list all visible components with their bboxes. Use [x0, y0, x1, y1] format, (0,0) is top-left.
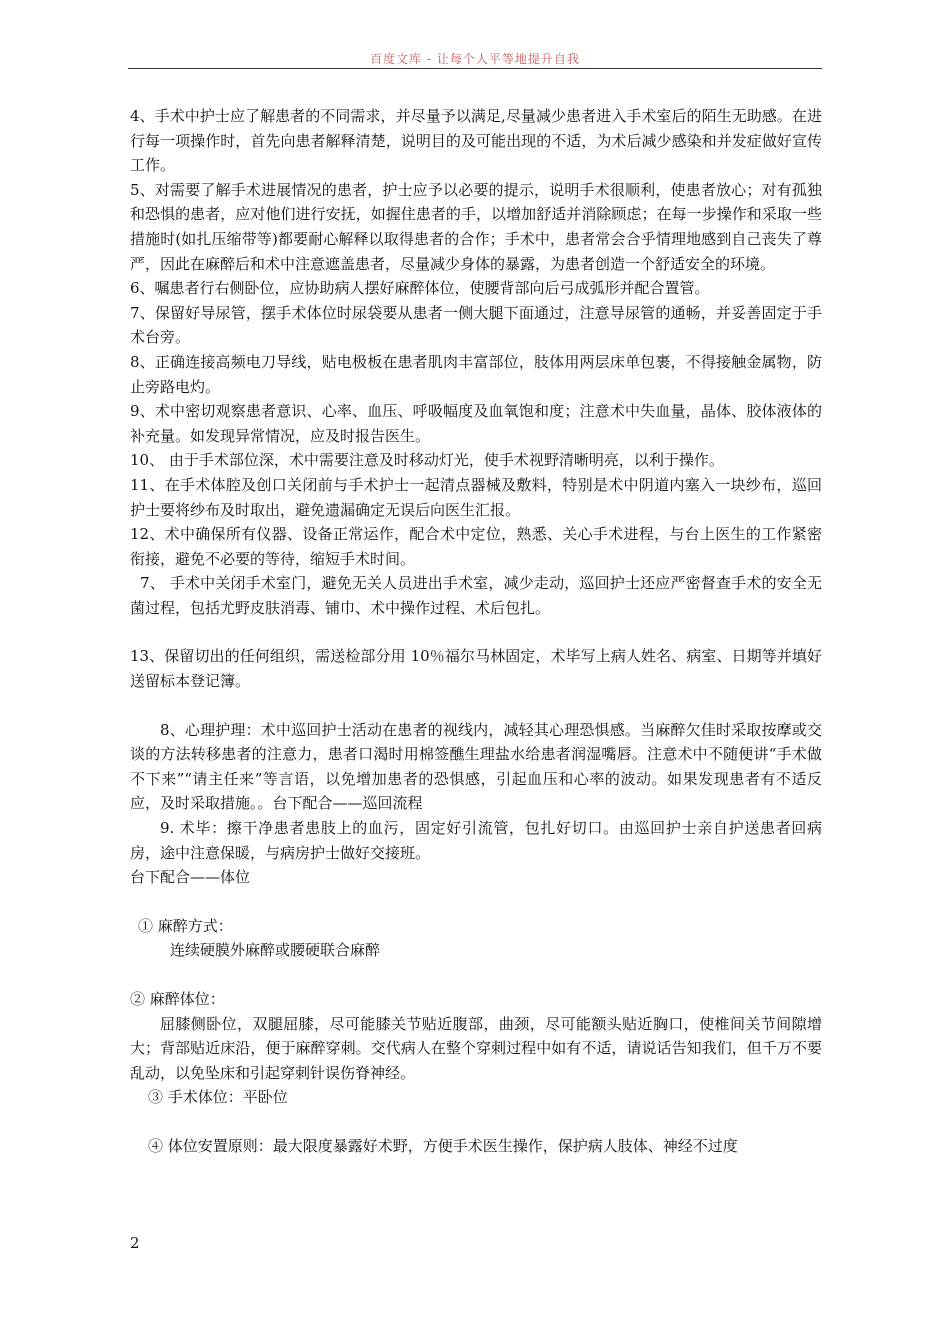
page-header: 百度文库 - 让每个人平等地提升自我 — [370, 52, 580, 66]
paragraph-11: 11、在手术体腔及创口关闭前与手术护士一起清点器械及敷料，特别是术中阴道内塞入一块纱布，巡回护士要将纱布及时取出，避免遗漏确定无误后向医生汇报。 — [130, 475, 822, 519]
page-number: 2 — [130, 1234, 140, 1252]
item-surgical-position: ③ 手术体位：平卧位 — [148, 1088, 288, 1107]
paragraph-post-op: 9. 术毕：擦干净患者患肢上的血污，固定好引流管，包扎好切口。由巡回护士亲自护送患者回病房，途中注意保暖，与病房护士做好交接班。 — [130, 819, 822, 862]
paragraph-4: 4、手术中护士应了解患者的不同需求，并尽量予以满足,尽量减少患者进入手术室后的陌生无助感。在进行每一项操作时，首先向患者解释清楚，说明目的及可能出现的不适，为术后减少感染和并发症做好宣传工作。 — [130, 107, 822, 175]
paragraph-7: 7、保留好导尿管，摆手术体位时尿袋要从患者一侧大腿下面通过，注意导尿管的通畅，并妥善固定于手术台旁。 — [130, 303, 822, 347]
paragraph-9: 9、术中密切观察患者意识、心率、血压、呼吸幅度及血氧饱和度；注意术中失血量，晶体、胶体液体的补充量。如发现异常情况，应及时报告医生。 — [130, 402, 822, 445]
document-body — [130, 104, 822, 1159]
paragraph-6: 6、嘱患者行右侧卧位，应协助病人摆好麻醉体位，使腰背部向后弓成弧形并配合置管。 — [130, 279, 710, 298]
header-divider — [128, 68, 822, 69]
item-anesthesia-method-body: 连续硬膜外麻醉或腰硬联合麻醉 — [170, 941, 381, 960]
paragraph-7b: 7、 手术中关闭手术室门，避免无关人员进出手术室，减少走动，巡回护士还应严密督查手术的安全无菌过程，包括尤野皮肤消毒、铺巾、术中操作过程、术后包扎。 — [130, 574, 822, 617]
section-heading: 台下配合——体位 — [130, 868, 251, 887]
item-positioning-principle: ④ 体位安置原则：最大限度暴露好术野，方便手术医生操作，保护病人肢体、神经不过度 — [148, 1136, 738, 1155]
paragraph-8: 8、正确连接高频电刀导线，贴电极板在患者肌肉丰富部位，肢体用两层床单包裹，不得接触金属物，防止旁路电灼。 — [130, 352, 822, 396]
paragraph-5: 5、对需要了解手术进展情况的患者，护士应予以必要的提示，说明手术很顺利，使患者放心；对有孤独和恐惧的患者，应对他们进行安抚，如握住患者的手，以增加舒适并消除顾虑；在每一步操作和采取一些措施时(如扎压缩带等)都要耐心解释以取得患者的合作；手术中，患者常会合乎情理地感到自己丧失了尊严，因此在麻醉后和术中注意遮盖患者，尽量减少身体的暴露，为患者创造一个舒适安全的环境。 — [130, 180, 822, 273]
paragraph-12: 12、术中确保所有仪器、设备正常运作，配合术中定位，熟悉、关心手术进程，与台上医生的工作紧密衔接，避免不必要的等待，缩短手术时间。 — [130, 525, 822, 568]
item-anesthesia-position-body: 屈膝侧卧位，双腿屈膝，尽可能膝关节贴近腹部，曲颈，尽可能额头贴近胸口，使椎间关节间隙增大；背部贴近床沿，便于麻醉穿刺。交代病人在整个穿刺过程中如有不适，请说话告知我们，但千万不要乱动，以免坠床和引起穿刺针误伤脊神经。 — [130, 1014, 822, 1082]
item-anesthesia-method: ① 麻醉方式： — [138, 916, 233, 935]
item-anesthesia-position: ② 麻醉体位： — [130, 990, 225, 1008]
paragraph-13: 13、保留切出的任何组织，需送检部分用 10％福尔马林固定，术毕写上病人姓名、病室、日期等并填好送留标本登记簿。 — [130, 647, 822, 691]
paragraph-10: 10、 由于手术部位深，术中需要注意及时移动灯光，使手术视野清晰明亮，以利于操作。 — [130, 451, 724, 470]
paragraph-psych-care: 8、心理护理：术中巡回护士活动在患者的视线内，减轻其心理恐惧感。当麻醉欠佳时采取按摩或交谈的方法转移患者的注意力，患者口渴时用棉签醮生理盐水给患者润湿嘴唇。注意术中不随便讲“手术做不下来”“请主任来”等言语，以免增加患者的恐惧感，引起血压和心率的波动。如果发现患者有不适反应，及时采取措施。。台下配合——巡回流程 — [130, 720, 822, 813]
